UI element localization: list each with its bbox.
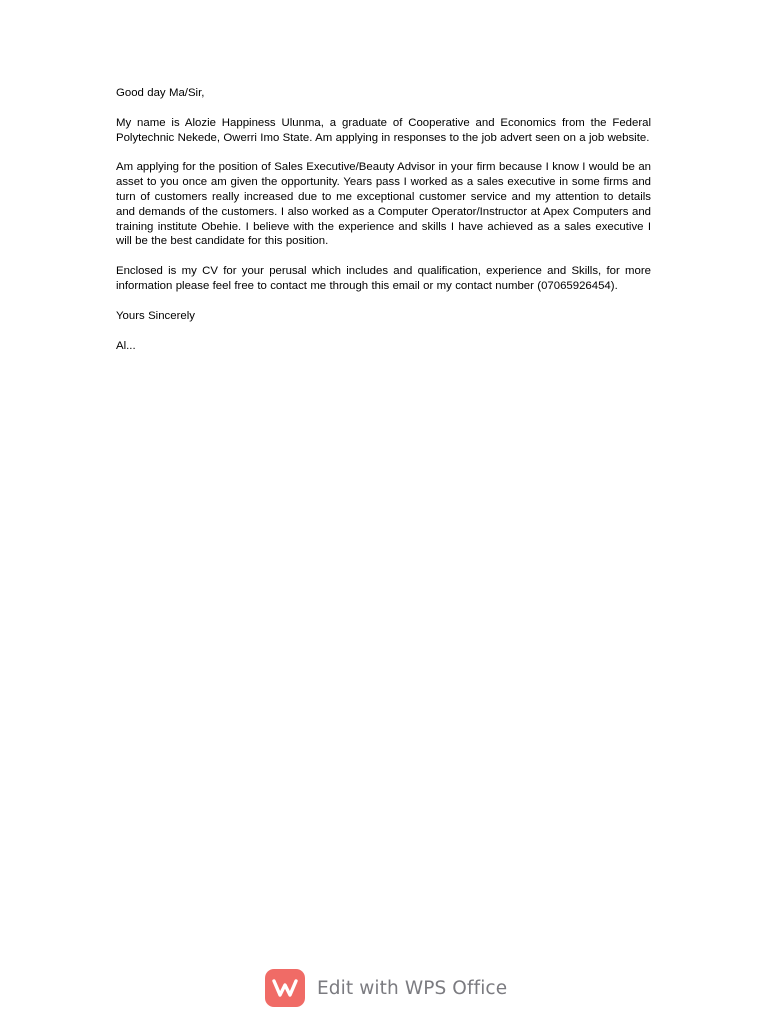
letter-closing: Yours Sincerely (116, 309, 195, 322)
letter-greeting: Good day Ma/Sir, (116, 87, 205, 99)
wps-office-badge-label: Edit with WPS Office (317, 977, 508, 999)
letter-paragraph-experience: Am applying for the position of Sales Executive/Beauty Advisor in your firm because I know I would be an asset to you once am given the opportunity. Years pass I worked as a sales executive in some firms and turn of customers really increased due to me exceptional customer service and my attention to details and demands of the customers. I also worked as a Computer Operator/Instructor at Apex Computers and training institute Obehie. I believe with the experience and skills I have achieved as a sales executive I will be the best candidate for this position. (116, 161, 651, 248)
edit-with-wps-office-button[interactable] (265, 968, 507, 1008)
letter-paragraph-introduction: My name is Alozie Happiness Ulunma, a graduate of Cooperative and Economics from the Federal Polytechnic Nekede, Owerri Imo State. Am applying in responses to the job advert seen on a job website. (116, 116, 651, 144)
letter-signature: Al... (116, 339, 136, 352)
cover-letter (116, 86, 651, 368)
wps-office-logo-icon (265, 969, 305, 1007)
letter-paragraph-enclosure: Enclosed is my CV for your perusal which includes and qualification, experience and Skills, for more information please feel free to contact me through this email or my contact number (07065926454). (116, 265, 651, 292)
